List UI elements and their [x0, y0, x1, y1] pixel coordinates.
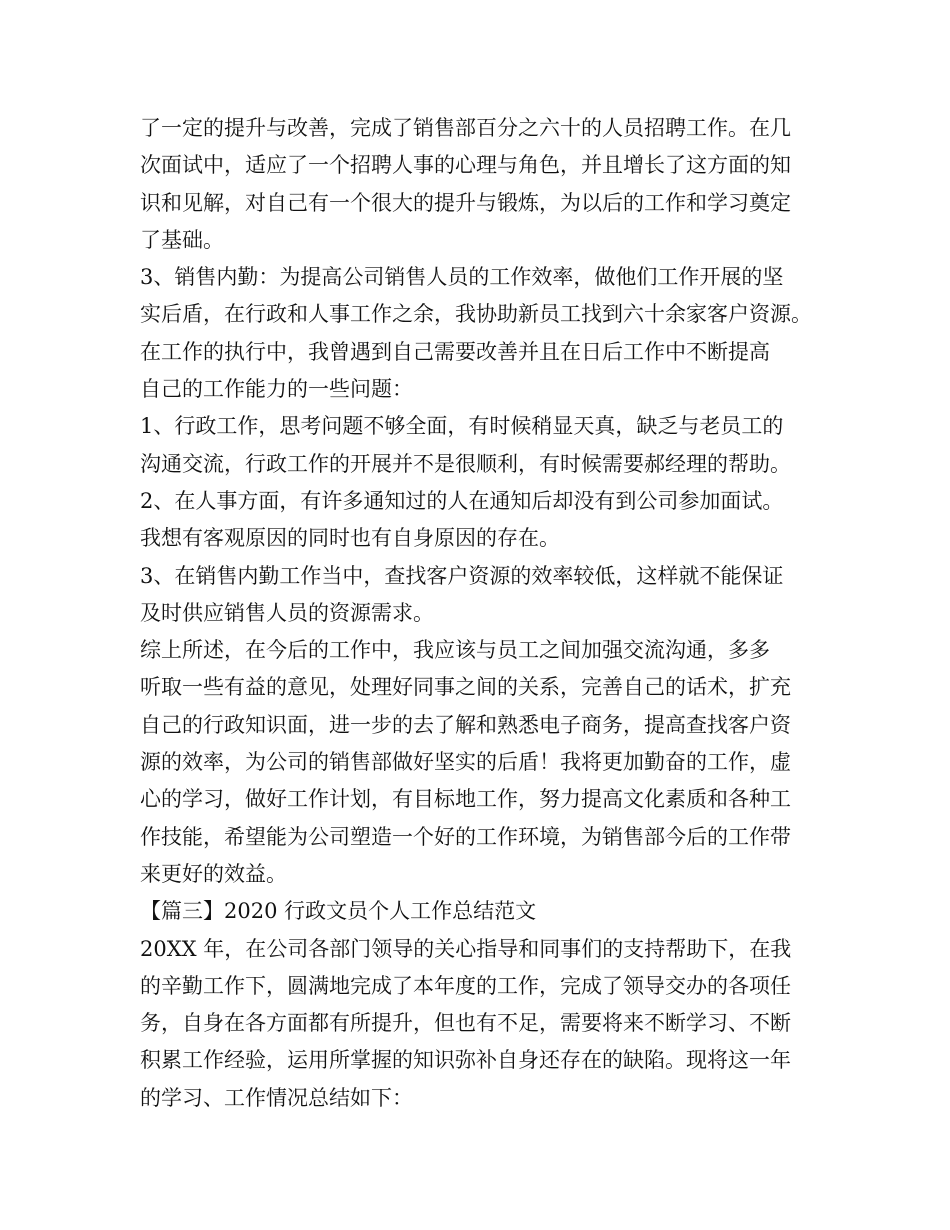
text-line: 了基础。: [140, 227, 224, 252]
text-line: 自己的工作能力的一些问题：: [140, 377, 413, 402]
text-line: 自己的行政知识面，进一步的去了解和熟悉电子商务，提高查找客户资: [140, 712, 791, 737]
text-line: 心的学习，做好工作计划，有目标地工作，努力提高文化素质和各种工: [140, 787, 791, 812]
text-line: 我想有客观原因的同时也有自身原因的存在。: [140, 526, 560, 551]
text-line: 的学习、工作情况总结如下：: [140, 1085, 413, 1110]
text-line: 识和见解，对自己有一个很大的提升与锻炼，为以后的工作和学习奠定: [140, 190, 791, 215]
text-line: 3、在销售内勤工作当中，查找客户资源的效率较低，这样就不能保证: [140, 563, 784, 588]
text-line: 来更好的效益。: [140, 861, 287, 886]
text-line: 2、在人事方面，有许多通知过的人在通知后却没有到公司参加面试。: [140, 488, 784, 513]
text-line: 1、行政工作，思考问题不够全面，有时候稍显天真，缺乏与老员工的: [140, 414, 784, 439]
text-line: 积累工作经验，运用所掌握的知识弥补自身还存在的缺陷。现将这一年: [140, 1048, 791, 1073]
text-line: 3、销售内勤：为提高公司销售人员的工作效率，做他们工作开展的坚: [140, 265, 784, 290]
text-line: 20XX 年，在公司各部门领导的关心指导和同事们的支持帮助下，在我: [140, 936, 792, 961]
document-body: [140, 110, 830, 1117]
text-line: 务，自身在各方面都有所提升，但也有不足，需要将来不断学习、不断: [140, 1011, 791, 1036]
text-line: 实后盾，在行政和人事工作之余，我协助新员工找到六十余家客户资源。: [140, 302, 812, 327]
text-line: 在工作的执行中，我曾遇到自己需要改善并且在日后工作中不断提高: [140, 339, 770, 364]
text-line: 了一定的提升与改善，完成了销售部百分之六十的人员招聘工作。在几: [140, 116, 791, 140]
text-line: 次面试中，适应了一个招聘人事的心理与角色，并且增长了这方面的知: [140, 153, 791, 178]
text-line: 及时供应销售人员的资源需求。: [140, 600, 434, 625]
text-line: 听取一些有益的意见，处理好同事之间的关系，完善自己的话术，扩充: [140, 675, 791, 700]
section-heading: 【篇三】2020 行政文员个人工作总结范文: [140, 899, 537, 924]
text-line: 综上所述，在今后的工作中，我应该与员工之间加强交流沟通，多多: [140, 638, 770, 663]
text-line: 的辛勤工作下，圆满地完成了本年度的工作，完成了领导交办的各项任: [140, 973, 791, 998]
text-line: 作技能，希望能为公司塑造一个好的工作环境，为销售部今后的工作带: [140, 824, 791, 849]
text-line: 源的效率，为公司的销售部做好坚实的后盾！我将更加勤奋的工作，虚: [140, 750, 791, 775]
text-line: 沟通交流，行政工作的开展并不是很顺利，有时候需要郝经理的帮助。: [140, 451, 791, 476]
